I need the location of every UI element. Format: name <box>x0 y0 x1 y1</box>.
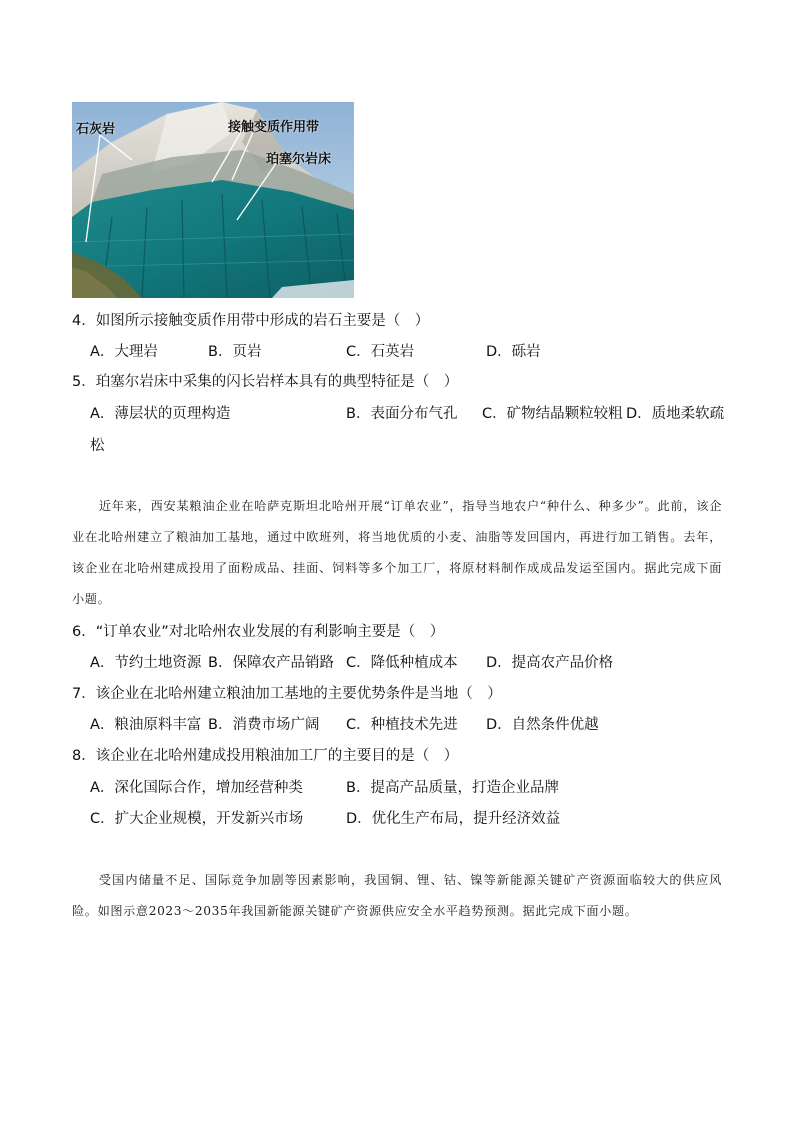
option-7c[interactable]: C．种植技术先进 <box>346 717 458 733</box>
label-purcell-sill: 珀塞尔岩床 <box>266 152 332 167</box>
question-8-stem: 8．该企业在北哈州建成投用粮油加工厂的主要目的是（ ） <box>72 748 459 764</box>
option-8d[interactable]: D．优化生产布局，提升经济效益 <box>346 811 561 827</box>
option-8b[interactable]: B．提高产品质量，打造企业品牌 <box>346 780 559 796</box>
option-7a[interactable]: A．粮油原料丰富 <box>90 717 202 733</box>
option-8c[interactable]: C．扩大企业规模，开发新兴市场 <box>90 811 304 827</box>
label-contact-metamorphism-zone: 接触变质作用带 <box>228 120 320 135</box>
option-5d[interactable]: D．质地柔软疏 <box>626 406 725 422</box>
option-8a[interactable]: A．深化国际合作，增加经营种类 <box>90 780 303 796</box>
option-6d[interactable]: D．提高农产品价格 <box>486 655 614 671</box>
option-5a[interactable]: A．薄层状的页理构造 <box>90 406 231 422</box>
option-4a[interactable]: A．大理岩 <box>90 344 158 360</box>
option-6a[interactable]: A．节约土地资源 <box>90 655 202 671</box>
option-5c[interactable]: C．矿物结晶颗粒较粗 <box>482 406 623 422</box>
question-7-stem: 7．该企业在北哈州建立粮油加工基地的主要优势条件是当地（ ） <box>72 686 502 702</box>
option-5d-continuation: 松 <box>90 438 105 454</box>
option-6b[interactable]: B．保障农产品销路 <box>208 655 334 671</box>
option-6c[interactable]: C．降低种植成本 <box>346 655 458 671</box>
question-4-stem: 4．如图所示接触变质作用带中形成的岩石主要是（ ） <box>72 313 430 329</box>
option-4c[interactable]: C．石英岩 <box>346 344 415 360</box>
passage-critical-minerals: 受国内储量不足、国际竞争加剧等因素影响，我国铜、锂、钴、镍等新能源关键矿产资源面临较大的供应风险。如图示意2023～2035年我国新能源关键矿产资源供应安全水平趋势预测。据此完成下面小题。 <box>72 873 722 918</box>
option-7b[interactable]: B．消费市场广阔 <box>208 717 320 733</box>
passage-order-farming: 近年来，西安某粮油企业在哈萨克斯坦北哈州开展“订单农业”，指导当地农户“种什么、种多少”。此前，该企业在北哈州建立了粮油加工基地，通过中欧班列，将当地优质的小麦、油脂等发回国内，再进行加工销售。去年，该企业在北哈州建成投用了面粉成品、挂面、饲料等多个加工厂，将原材料制作成成品发运至国内。据此完成下面小题。 <box>72 499 722 606</box>
option-7d[interactable]: D．自然条件优越 <box>486 717 599 733</box>
option-4b[interactable]: B．页岩 <box>208 344 262 360</box>
question-5-stem: 5．珀塞尔岩床中采集的闪长岩样本具有的典型特征是（ ） <box>72 374 459 390</box>
option-5b[interactable]: B．表面分布气孔 <box>346 406 458 422</box>
geology-photo <box>72 102 354 298</box>
question-6-stem: 6．“订单农业”对北哈州农业发展的有利影响主要是（ ） <box>72 624 445 640</box>
label-limestone: 石灰岩 <box>76 122 116 137</box>
option-4d[interactable]: D．砾岩 <box>486 344 541 360</box>
